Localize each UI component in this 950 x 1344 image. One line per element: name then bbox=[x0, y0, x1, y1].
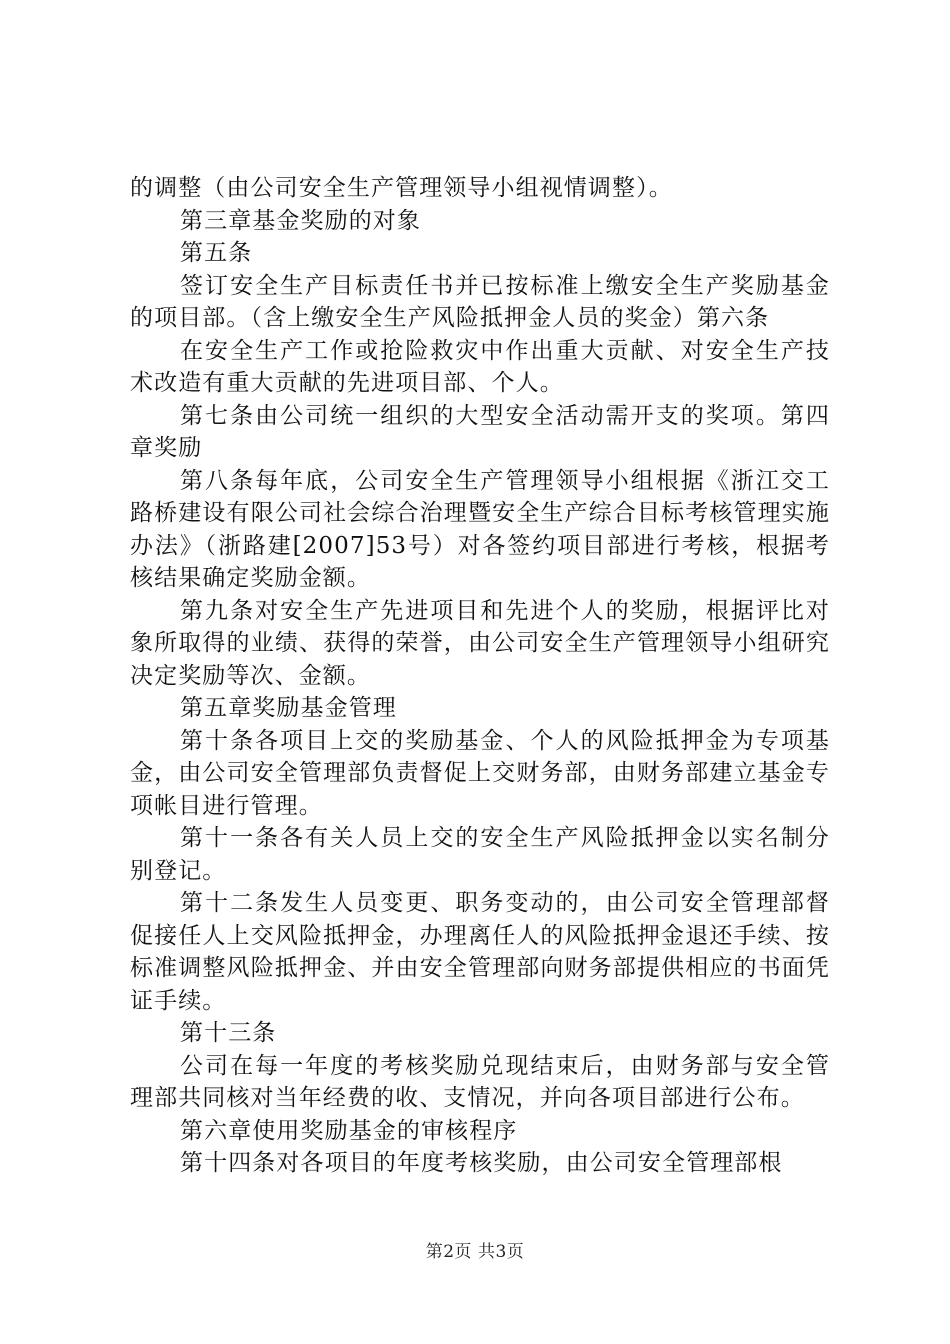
paragraph: 公司在每一年度的考核奖励兑现结束后，由财务部与安全管理部共同核对当年经费的收、支情况，并向各项目部进行公布。 bbox=[130, 1052, 830, 1111]
paragraph: 第五章奖励基金管理 bbox=[180, 695, 397, 721]
paragraph: 在安全生产工作或抢险救灾中作出重大贡献、对安全生产技术改造有重大贡献的先进项目部、个人。 bbox=[130, 337, 830, 396]
paragraph: 第十四条对各项目的年度考核奖励，由公司安全管理部根 bbox=[180, 1150, 783, 1176]
paragraph: 第十一条各有关人员上交的安全生产风险抵押金以实名制分别登记。 bbox=[130, 825, 830, 884]
page-footer: 第2页 共3页 bbox=[425, 1242, 525, 1262]
paragraph: 第十三条 bbox=[180, 1020, 277, 1046]
paragraph: 第九条对安全生产先进项目和先进个人的奖励，根据评比对象所取得的业绩、获得的荣誉，由公司安全生产管理领导小组研究决定奖励等次、金额。 bbox=[130, 597, 830, 689]
paragraph: 第十条各项目上交的奖励基金、个人的风险抵押金为专项基金，由公司安全管理部负责督促上交财务部，由财务部建立基金专项帐目进行管理。 bbox=[130, 727, 830, 819]
paragraph: 第八条每年底，公司安全生产管理领导小组根据《浙江交工路桥建设有限公司社会综合治理暨安全生产综合目标考核管理实施办法》（浙路建[2007]53号）对各签约项目部进行考核，根据考核结果确定奖励金额。 bbox=[130, 467, 830, 591]
paragraph: 的调整（由公司安全生产管理领导小组视情调整）。 bbox=[130, 175, 673, 201]
paragraph: 第六章使用奖励基金的审核程序 bbox=[180, 1117, 518, 1144]
paragraph: 签订安全生产目标责任书并已按标准上缴安全生产奖励基金的项目部。（含上缴安全生产风险抵押金人员的奖金）第六条 bbox=[130, 272, 830, 331]
paragraph: 第七条由公司统一组织的大型安全活动需开支的奖项。第四章奖励 bbox=[130, 402, 830, 461]
paragraph: 第三章基金奖励的对象 bbox=[180, 207, 421, 234]
paragraph: 第五条 bbox=[180, 240, 253, 266]
document-body bbox=[130, 172, 830, 1180]
paragraph: 第十二条发生人员变更、职务变动的，由公司安全管理部督促接任人上交风险抵押金，办理离任人的风险抵押金退还手续、按标准调整风险抵押金、并由安全管理部向财务部提供相应的书面凭证手续。 bbox=[130, 890, 830, 1014]
